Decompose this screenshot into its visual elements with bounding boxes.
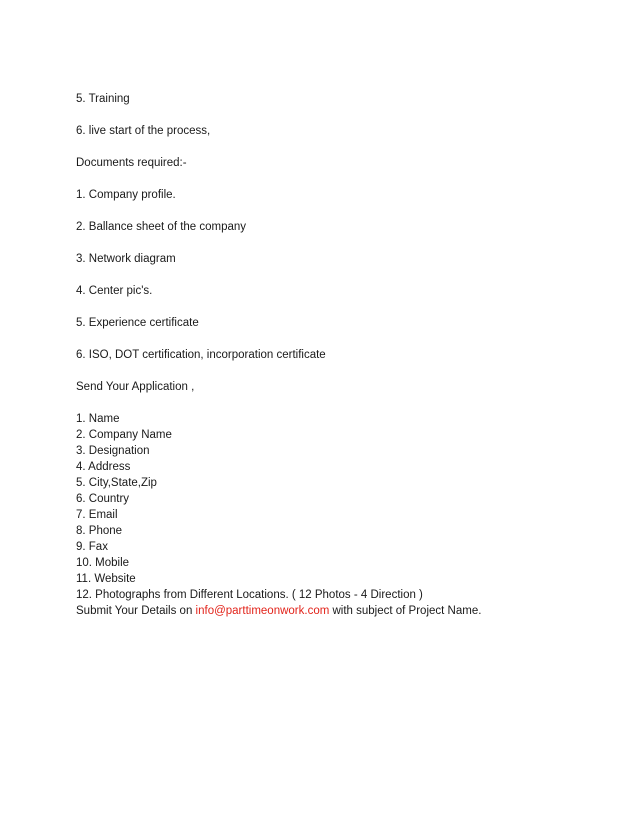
document-item: 4. Center pic's. xyxy=(76,285,153,297)
document-item: 6. ISO, DOT certification, incorporation certificate xyxy=(76,349,326,361)
application-field-item: 12. Photographs from Different Locations. ( 12 Photos - 4 Direction ) xyxy=(76,589,423,601)
submit-suffix: with subject of Project Name. xyxy=(329,605,482,617)
application-field-item: 2. Company Name xyxy=(76,429,172,441)
application-field-item: 8. Phone xyxy=(76,525,123,537)
application-field-item: 6. Country xyxy=(76,493,130,505)
step-training: 5. Training xyxy=(76,93,130,105)
email-link[interactable]: info@parttimeonwork.com xyxy=(195,605,330,617)
application-field-item: 1. Name xyxy=(76,413,120,425)
document-item: 2. Ballance sheet of the company xyxy=(76,221,247,233)
application-field-item: 11. Website xyxy=(76,573,136,585)
documents-heading: Documents required:- xyxy=(76,157,187,169)
document-item: 1. Company profile. xyxy=(76,189,176,201)
submit-prefix: Submit Your Details on xyxy=(76,605,196,617)
submit-instructions xyxy=(76,603,596,619)
document-item: 3. Network diagram xyxy=(76,253,176,265)
step-live-start: 6. live start of the process, xyxy=(76,125,211,137)
application-heading: Send Your Application , xyxy=(76,381,195,393)
application-field-item: 3. Designation xyxy=(76,445,150,457)
application-field-item: 5. City,State,Zip xyxy=(76,477,157,489)
document-body xyxy=(76,91,596,619)
application-field-item: 10. Mobile xyxy=(76,557,130,569)
application-field-item: 7. Email xyxy=(76,509,118,521)
document-item: 5. Experience certificate xyxy=(76,317,199,329)
application-field-item: 4. Address xyxy=(76,461,131,473)
application-fields-list xyxy=(76,411,596,603)
application-field-item: 9. Fax xyxy=(76,541,108,553)
